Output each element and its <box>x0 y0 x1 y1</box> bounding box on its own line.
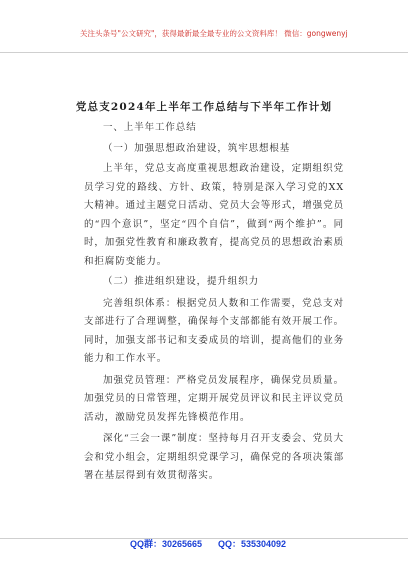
subsection-heading-1: （一）加强思想政治建设，筑牢思想根基 <box>103 142 291 154</box>
body-paragraph: 完善组织体系：根据党员人数和工作需要，党总支对支部进行了合理调整，确保每个支部都能有效开展工作。同时，加强支部书记和支委成员的培训，提高他们的业务能力和工作水平。 <box>84 297 345 364</box>
footer-qq-group: QQ群：30265665 <box>130 539 203 549</box>
body-paragraph: 上半年，党总支高度重视思想政治建设，定期组织党员学习党的路线、方针、政策，特别是深入学习党的XX大精神。通过主题党日活动、党员大会等形式，增强党员的“四个意识”，坚定“四个自信”，做到“两个维护”。同时，加强党性教育和廉政教育，提高党员的思想政治素质和拒腐防变能力。 <box>84 163 345 267</box>
header-notice: 关注头条号"公文研究"，获得最新最全最专业的公文资料库！ 微信：gongwenyj <box>80 29 348 38</box>
body-paragraph: 深化“三会一课”制度：坚持每月召开支委会、党员大会和党小组会，定期组织党课学习，确保党的各项决策部署在基层得到有效贯彻落实。 <box>84 433 345 481</box>
footer-qq-contact: QQ：535304092 <box>218 539 287 549</box>
subsection-heading-2: （二）推进组织建设，提升组织力 <box>103 276 260 287</box>
body-paragraph: 加强党员管理：严格党员发展程序，确保党员质量。加强党员的日常管理，定期开展党员评议和民主评议党员活动，激励党员发挥先锋模范作用。 <box>84 374 345 423</box>
document-body <box>84 119 344 486</box>
section-heading-1: 一、上半年工作总结 <box>103 122 197 133</box>
footer <box>0 538 408 569</box>
document-title: 党总支2024年上半年工作总结与下半年工作计划 <box>75 101 333 113</box>
header-banner <box>0 14 408 53</box>
